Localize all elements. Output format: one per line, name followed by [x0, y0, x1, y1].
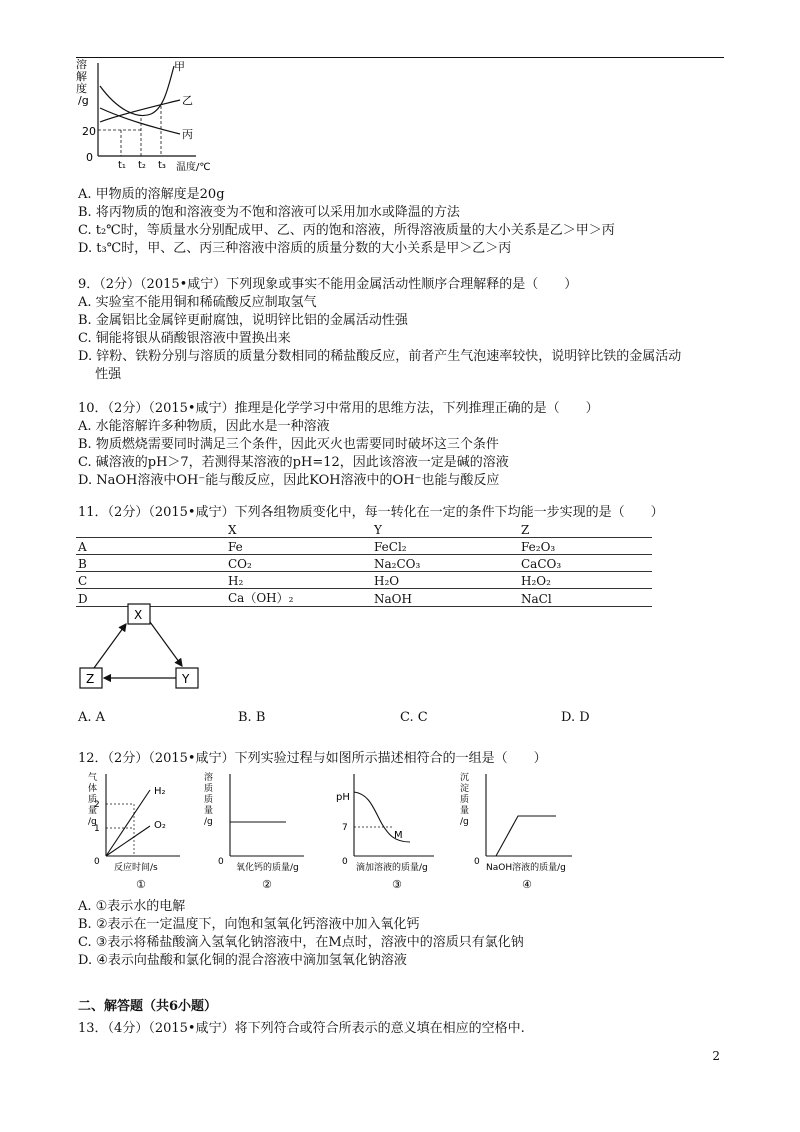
table-cell: FeCl₂ — [372, 538, 519, 555]
table-row — [76, 572, 652, 589]
q8-label-jia: 甲 — [174, 60, 185, 73]
table-cell: Na₂CO₃ — [372, 555, 519, 572]
g2-ylabel-2: 质 — [204, 784, 214, 794]
table-cell: H₂O — [372, 572, 519, 589]
table-cell: NaCl — [519, 589, 652, 607]
table-cell: Ca（OH）₂ — [226, 589, 372, 607]
table-cell: Fe₂O₃ — [519, 538, 652, 555]
q8-option-b: B. 将丙物质的饱和溶液变为不饱和溶液可以采用加水或降温的方法 — [78, 205, 460, 220]
q9-stem: 9．（2分）（2015•咸宁）下列现象或事实不能用金属活动性顺序合理解释的是（ ） — [78, 277, 578, 292]
table-cell: NaOH — [372, 589, 519, 607]
section-heading: 二、解答题（共6小题） — [78, 999, 218, 1014]
q12-graph-2 — [200, 770, 310, 890]
q8-label-bing: 丙 — [182, 128, 193, 141]
q8-label-yi: 乙 — [182, 94, 193, 107]
page-number: 2 — [712, 1049, 720, 1063]
g4-ylabel-1: 沉 — [460, 773, 470, 783]
g4-xlabel: NaOH溶液的质量/g — [486, 863, 566, 873]
g1-ylabel-3: 质 — [88, 795, 98, 805]
g4-ylabel-4: 量 — [460, 806, 470, 816]
table-cell: D — [76, 589, 226, 607]
table-cell: B — [76, 555, 226, 572]
q8-y-label-1: 溶 — [76, 58, 87, 71]
g2-xlabel: 氧化钙的质量/g — [236, 863, 299, 873]
q11-answer-a: A. A — [78, 710, 106, 725]
g4-number: ④ — [522, 878, 532, 890]
q9-option-a: A. 实验室不能用铜和稀硫酸反应制取氢气 — [78, 295, 317, 310]
g3-origin: 0 — [342, 857, 348, 867]
g2-number: ② — [262, 878, 272, 890]
g2-ylabel-5: /g — [204, 817, 213, 827]
table-cell: Fe — [226, 538, 372, 555]
table-header-cell: Z — [519, 521, 652, 538]
g1-ylabel-1: 气 — [88, 773, 98, 783]
q8-x-tick-t1: t₁ — [118, 160, 126, 171]
q12-option-a: A. ①表示水的电解 — [78, 899, 186, 914]
g1-tick-2: 2 — [94, 800, 100, 810]
g2-origin: 0 — [218, 857, 224, 867]
g1-label-h2: H₂ — [154, 786, 166, 797]
q11-stem: 11．（2分）（2015•咸宁）下列各组物质变化中，每一转化在一定的条件下均能一步实现的是（ ） — [78, 505, 664, 520]
q8-y-label-4: /g — [78, 94, 89, 107]
q12-graph-3 — [330, 770, 440, 890]
q11-table — [76, 521, 652, 607]
q12-stem: 12．（2分）（2015•咸宁）下列实验过程与如图所示描述相符合的一组是（ ） — [78, 751, 547, 766]
q8-x-tick-t3: t₃ — [158, 160, 166, 171]
table-cell: CO₂ — [226, 555, 372, 572]
q13-stem: 13．（4分）（2015•咸宁）将下列符合或符合所表示的意义填在相应的空格中. — [78, 1021, 525, 1036]
q8-origin: 0 — [86, 151, 93, 164]
g3-point-m: M — [394, 830, 403, 841]
q8-x-label: 温度/℃ — [176, 162, 211, 173]
q9-option-b: B. 金属铝比金属锌更耐腐蚀，说明锌比铝的金属活动性强 — [78, 313, 408, 328]
g2-ylabel-4: 量 — [204, 806, 214, 816]
q8-x-tick-t2: t₂ — [138, 160, 146, 171]
g1-line-h2 — [106, 790, 150, 856]
q12-option-b: B. ②表示在一定温度下，向饱和氢氧化钙溶液中加入氧化钙 — [78, 917, 420, 932]
g4-ylabel-3: 质 — [460, 795, 470, 805]
q10-option-c: C. 碱溶液的pH＞7，若测得某溶液的pH=12，因此该溶液一定是碱的溶液 — [78, 455, 509, 470]
g3-ylabel: pH — [336, 792, 350, 803]
g1-number: ① — [136, 878, 146, 890]
table-cell: H₂O₂ — [519, 572, 652, 589]
q12-graph-1 — [84, 770, 184, 890]
table-header-cell: X — [226, 521, 372, 538]
g1-label-o2: O₂ — [154, 820, 166, 831]
g3-tick-7: 7 — [342, 823, 348, 833]
table-cell: H₂ — [226, 572, 372, 589]
g4-line — [486, 816, 556, 856]
q8-option-c: C. t₂℃时，等质量水分别配成甲、乙、丙的饱和溶液，所得溶液质量的大小关系是乙＞甲＞丙 — [78, 223, 615, 238]
curve-yi — [100, 100, 180, 122]
g4-ylabel-5: /g — [460, 817, 469, 827]
q8-option-d: D. t₃℃时，甲、乙、丙三种溶液中溶质的质量分数的大小关系是甲＞乙＞丙 — [78, 241, 512, 256]
g1-ylabel-4: 量 — [88, 806, 98, 816]
g1-ylabel-2: 体 — [88, 784, 98, 794]
g1-xlabel: 反应时间/s — [114, 863, 158, 873]
q12-option-c: C. ③表示将稀盐酸滴入氢氧化钠溶液中，在M点时，溶液中的溶质只有氯化钠 — [78, 935, 524, 950]
g3-xlabel: 滴加溶液的质量/g — [356, 863, 428, 873]
arrow-z-to-x — [94, 624, 126, 668]
q9-option-c: C. 铜能将银从硝酸银溶液中置换出来 — [78, 331, 291, 346]
g3-number: ③ — [392, 878, 402, 890]
q8-y-label-3: 度 — [76, 82, 87, 95]
g1-origin: 0 — [94, 857, 100, 867]
q10-option-a: A. 水能溶解许多种物质，因此水是一种溶液 — [78, 419, 330, 434]
q10-option-b: B. 物质燃烧需要同时满足三个条件，因此灭火也需要同时破坏这三个条件 — [78, 437, 499, 452]
curve-jia — [100, 66, 174, 116]
label-y: Y — [182, 672, 190, 686]
q11-answer-c: C. C — [400, 710, 428, 725]
q12-graph-4 — [456, 770, 581, 890]
table-cell: A — [76, 538, 226, 555]
table-cell: CaCO₃ — [519, 555, 652, 572]
g1-tick-1: 1 — [94, 824, 100, 834]
q8-option-a: A. 甲物质的溶解度是20g — [78, 187, 225, 202]
table-header-cell: Y — [372, 521, 519, 538]
table-row — [76, 555, 652, 572]
q11-answer-d: D. D — [561, 710, 590, 725]
label-x: X — [134, 608, 143, 622]
xyz-cycle-diagram — [76, 602, 206, 694]
g2-ylabel-3: 质 — [204, 795, 214, 805]
table-header-row — [76, 521, 652, 538]
g2-ylabel-1: 溶 — [204, 773, 214, 783]
g1-line-o2 — [106, 826, 150, 856]
g1-ylabel-5: /g — [88, 817, 97, 827]
q10-stem: 10．（2分）（2015•咸宁）推理是化学学习中常用的思维方法，下列推理正确的是（ ） — [78, 401, 599, 416]
table-header-cell — [76, 521, 226, 538]
solubility-graph — [76, 58, 236, 176]
q10-option-d: D. NaOH溶液中OH⁻能与酸反应，因此KOH溶液中的OH⁻也能与酸反应 — [78, 473, 500, 488]
q11-answer-b: B. B — [238, 710, 266, 725]
g4-ylabel-2: 淀 — [460, 784, 470, 794]
q9-option-d-cont: 性强 — [78, 367, 122, 382]
table-row — [76, 538, 652, 555]
q8-y-label-2: 解 — [76, 70, 87, 83]
q9-option-d: D. 锌粉、铁粉分别与溶质的质量分数相同的稀盐酸反应，前者产生气泡速率较快，说明锌比铁的金属活动 — [78, 349, 682, 364]
table-cell: C — [76, 572, 226, 589]
label-z: Z — [86, 672, 95, 686]
q12-option-d: D. ④表示向盐酸和氯化铜的混合溶液中滴加氢氧化钠溶液 — [78, 953, 407, 968]
arrow-x-to-y — [150, 622, 182, 666]
g4-origin: 0 — [474, 857, 480, 867]
q8-y-tick: 20 — [82, 125, 96, 138]
